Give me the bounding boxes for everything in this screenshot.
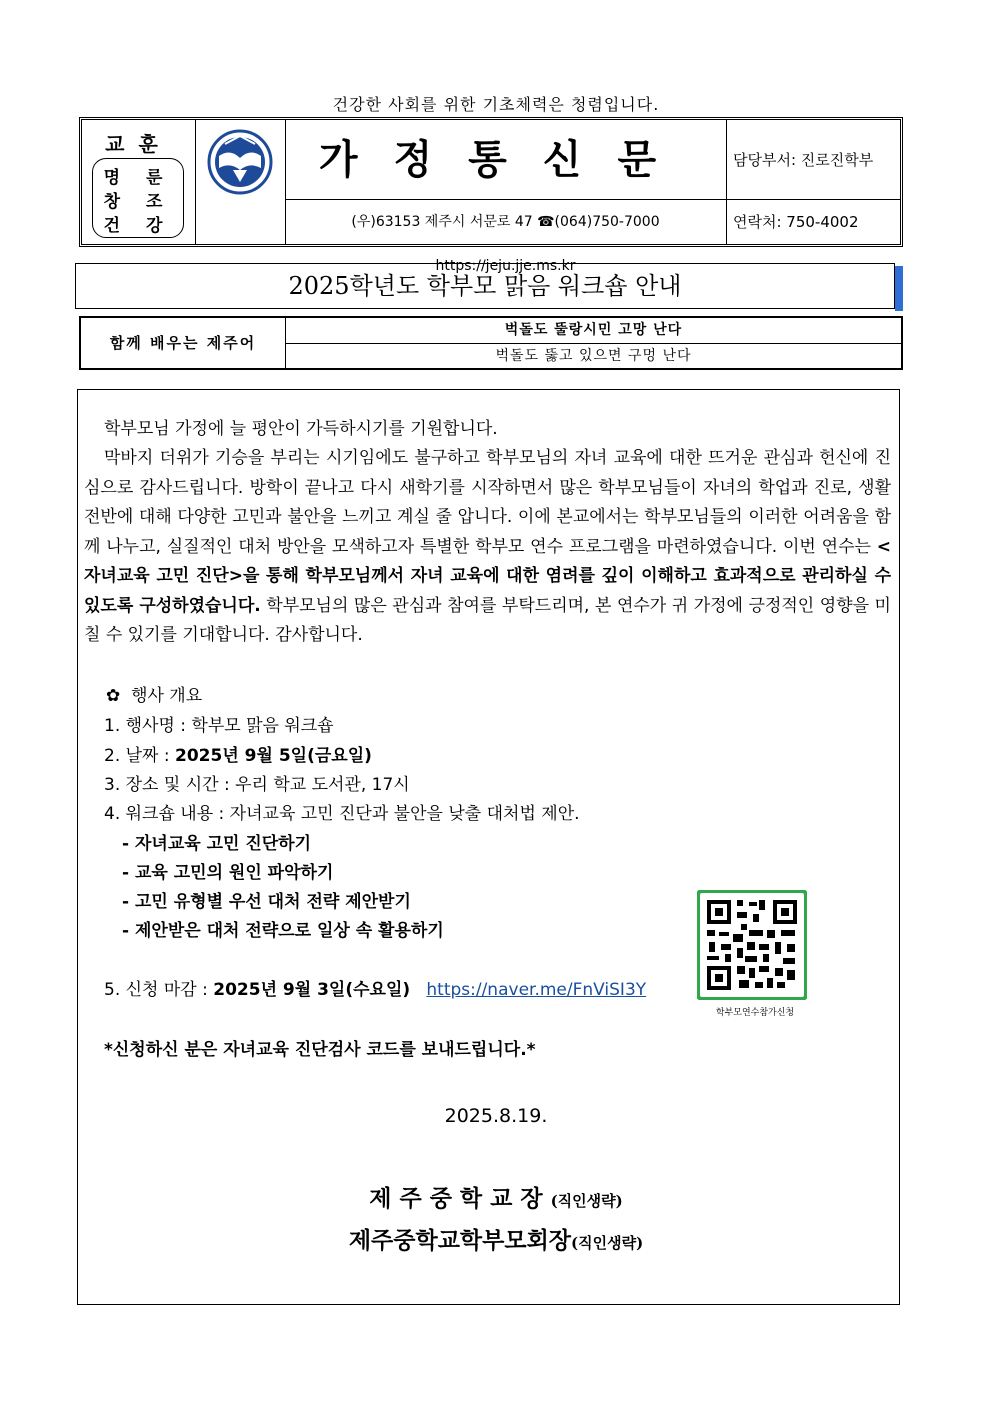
greeting: 학부모님 가정에 늘 평안이 가득하시기를 기원합니다. xyxy=(104,419,498,439)
qr-caption: 학부모연수참가신청 xyxy=(715,1008,795,1018)
item-event-name: 1. 행사명 : 학부모 맑음 워크숍 xyxy=(104,716,334,736)
item-date-value: 2025년 9월 5일(금요일) xyxy=(175,746,372,766)
body-emphasis: <자녀교육 고민 진단>을 통해 학부모님께서 자녀 교육에 대한 염려를 깊이 이해하고 효과적으로 관리하실 수 있도록 구성하였습니다. xyxy=(84,536,891,616)
dialect-label: 함께 배우는 제주어 xyxy=(81,318,286,368)
body-text: 막바지 더위가 기승을 부리는 시기임에도 불구하고 학부모님의 자녀 교육에 대한 뜨거운 관심과 헌신에 진심으로 감사드립니다. 방학이 끝나고 다시 새학기를 시작하면서 많은 학부모님들이 자녀의 학업과 진로, 생활 전반에 대해 다양한 고민과 불안을 느끼고 계실 줄 압니다. 이에 본교에서는 학부모님들의 이러한 어려움을 함께 나누고, 실질적인 대처 방안을 모색하고자 특별한 학부모 연수 프로그램을 마련하였습니다. 이번 연수는 xyxy=(84,448,891,557)
seal-omitted-note: (직인생략) xyxy=(571,1234,644,1252)
footnote: *신청하신 분은 자녀교육 진단검사 코드를 보내드립니다.* xyxy=(104,1040,536,1060)
item-place: 3. 장소 및 시간 : 우리 학교 도서관, 17시 xyxy=(104,775,410,795)
sub-item: - 고민 유형별 우선 대처 전략 제안받기 xyxy=(122,892,411,912)
overview-heading xyxy=(106,681,202,706)
department: 담당부서: 진로진학부 xyxy=(727,120,901,200)
notice-title: 2025학년도 학부모 맑음 워크숍 안내 xyxy=(75,263,895,309)
motto-line: 명 룬 xyxy=(103,168,173,188)
sub-item: - 교육 고민의 원인 파악하기 xyxy=(122,863,334,883)
sub-item: - 자녀교육 고민 진단하기 xyxy=(122,834,312,854)
seal-omitted-note: (직인생략) xyxy=(550,1192,623,1210)
body-text: 학부모님의 많은 관심과 참여를 부탁드리며, 본 연수가 귀 가정에 긍정적인 영향을 미칠 수 있기를 기대합니다. 감사합니다. xyxy=(84,595,891,645)
school-address: (우)63153 제주시 서문로 47 ☎(064)750-7000 https://jeju.jje.ms.kr xyxy=(351,214,660,274)
slogan: 건강한 사회를 위한 기초체력은 청렴입니다. xyxy=(332,95,660,114)
contact-panel xyxy=(726,120,901,244)
signature-name: 제주중학교학부모회장 xyxy=(348,1227,572,1254)
dialect-translation: 벅돌도 뚫고 있으면 구멍 난다 xyxy=(495,348,692,364)
school-logo xyxy=(195,120,286,244)
flower-icon: ✿ xyxy=(106,686,121,706)
dialect-phrase: 벅돌도 뚤랑시민 고망 난다 xyxy=(286,318,901,344)
issue-date: 2025.8.19. xyxy=(444,1105,548,1127)
school-motto xyxy=(82,120,196,244)
motto-box xyxy=(92,158,184,238)
item-deadline-value: 2025년 9월 3일(수요일) xyxy=(213,980,411,1000)
newsletter-title: 가정통신문 xyxy=(285,120,726,200)
jeju-dialect-table xyxy=(79,316,903,370)
signature-name: 제주중학교장 xyxy=(369,1185,551,1212)
letterhead xyxy=(79,117,903,274)
qr-code-icon xyxy=(697,890,807,1000)
item-date xyxy=(104,741,372,766)
title-accent-bar xyxy=(895,266,903,311)
item-date-label: 2. 날짜 : xyxy=(104,746,176,766)
signup-link[interactable]: https://naver.me/FnViSI3Y xyxy=(426,980,647,1000)
parents-association-signature xyxy=(0,1222,992,1255)
item-deadline-label: 5. 신청 마감 : xyxy=(104,980,214,1000)
principal-signature xyxy=(0,1180,992,1213)
sub-item: - 제안받은 대처 전략으로 일상 속 활용하기 xyxy=(122,921,444,941)
item-content: 4. 워크숍 내용 : 자녀교육 고민 진단과 불안을 낮출 대처법 제안. xyxy=(104,804,580,824)
school-emblem-icon xyxy=(195,120,285,244)
motto-title: 교훈 xyxy=(105,132,172,156)
contact-number: 연락처: 750-4002 xyxy=(733,213,859,231)
motto-line: 건 강 xyxy=(103,216,173,236)
body-paragraph xyxy=(84,444,891,651)
item-deadline xyxy=(104,975,646,1000)
overview-heading-text: 행사 개요 xyxy=(131,686,203,706)
qr-code[interactable] xyxy=(697,890,807,1000)
motto-line: 창 조 xyxy=(103,192,173,212)
